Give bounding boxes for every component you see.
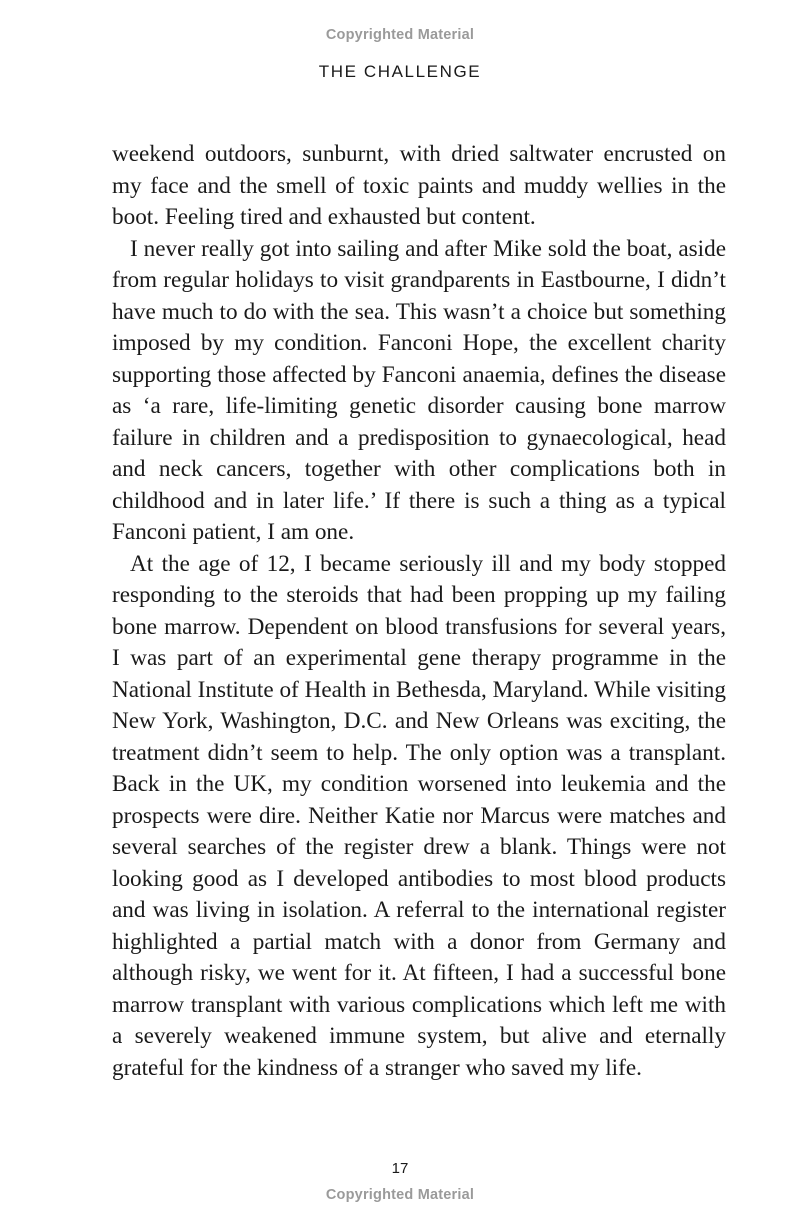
page-number: 17 xyxy=(391,1160,409,1177)
paragraph-transplant: At the age of 12, I became seriously ill and my body stopped responding to the steroids that had been propping up my failing bone marrow. Dependent on blood transfusions for several years, I was part of an experimental gene therapy programme in the National Institute of Health in Bethesda, Maryland. While visiting New York, Washington, D.C. and New Orleans was exciting, the treatment didn’t seem to help. The only option was a transplant. Back in the UK, my condition worsened into leukemia and the prospects were dire. Neither Katie nor Marcus were matches and several searches of the register drew a blank. Things were not looking good as I developed antibodies to most blood products and was living in isolation. A referral to the international register highlighted a partial match with a donor from Germany and although risky, we went for it. At fifteen, I had a successful bone marrow transplant with various complications which left me with a severely weakened immune system, but alive and eternally grateful for the kindness of a stranger who saved my life. xyxy=(112,550,726,1081)
paragraph-sailing: I never really got into sailing and after Mike sold the boat, aside from regular holidays to visit grandparents in Eastbourne, I didn’t have much to do with the sea. This wasn’t a choice but something imposed by my condition. Fanconi Hope, the excellent charity supporting those affected by Fanconi anaemia, defines the disease as ‘a rare, life-limiting genetic disorder causing bone marrow failure in children and a predisposition to gynaecological, head and neck cancers, together with other complications both in childhood and in later life.’ If there is such a thing as a typical Fanconi patient, I am one. xyxy=(112,235,726,545)
running-head: THE CHALLENGE xyxy=(318,62,482,81)
copyright-watermark-top: Copyrighted Material xyxy=(325,27,475,43)
copyright-watermark-bottom: Copyrighted Material xyxy=(325,1187,475,1203)
paragraph-continued: weekend outdoors, sunburnt, with dried saltwater encrusted on my face and the smell of toxic paints and muddy wellies in the boot. Feeling tired and exhausted but content. xyxy=(112,141,726,230)
page-body xyxy=(112,139,726,1084)
